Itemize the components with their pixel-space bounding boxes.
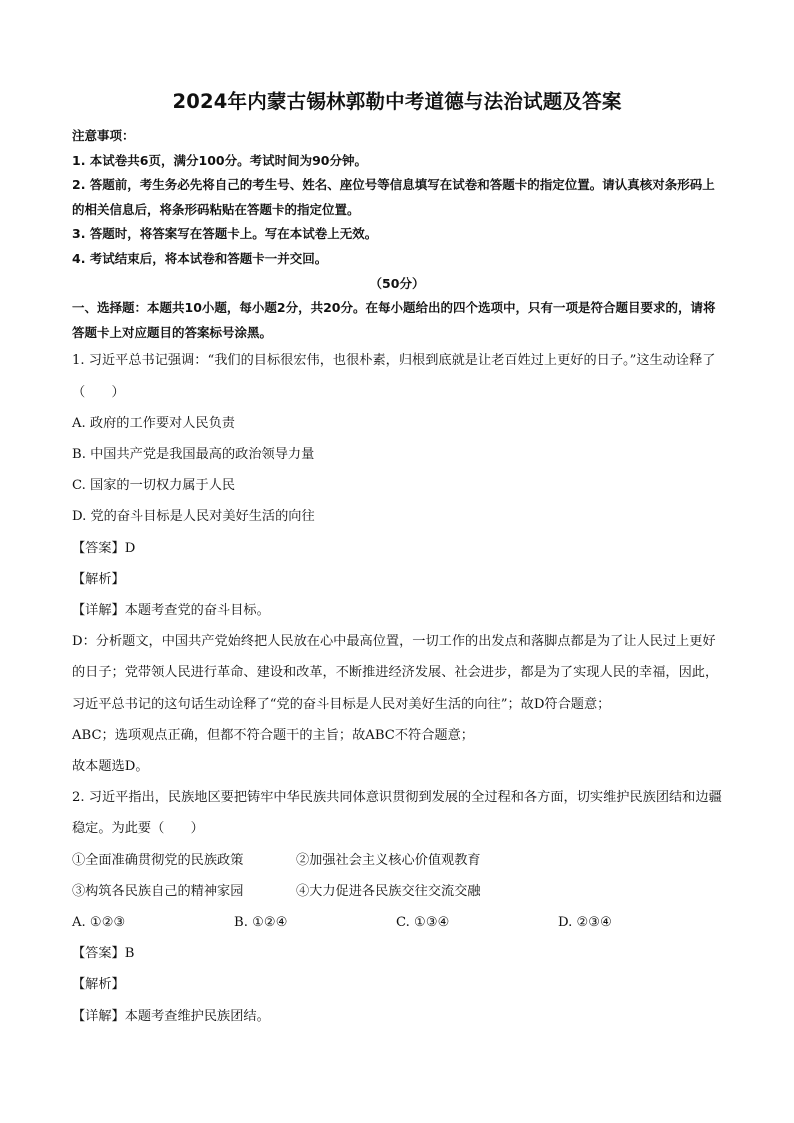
answer-line: 【答案】B	[72, 946, 135, 962]
question-stem: 1. 习近平总书记强调：“我们的目标很宏伟，也很朴素，归根到底就是让老百姓过上更好的日子。”这生动诠释了（ ）	[72, 353, 716, 400]
choice-a: A. ①②③	[72, 915, 126, 930]
choice-list	[72, 907, 722, 938]
exam-page	[72, 88, 722, 1032]
choice-d: D. ②③④	[558, 915, 612, 930]
notice-heading: 注意事项：	[72, 128, 135, 143]
choice-b: B. ①②④	[234, 915, 288, 930]
explanation-text: D：分析题文，中国共产党始终把人民放在心中最高位置，一切工作的出发点和落脚点都是为了让人民过上更好的日子；党带领人民进行革命、建设和改革，不断推进经济发展、社会进步，都是为了实现人民的幸福，因此，习近平总书记的这句话生动诠释了“党的奋斗目标是人民对美好生活的向往”；故D符合题意；	[72, 634, 719, 712]
explanation-text-2: ABC；选项观点正确，但都不符合题干的主旨；故ABC不符合题意；	[72, 727, 474, 743]
statement-list	[72, 845, 722, 907]
notice-block	[72, 124, 722, 272]
statement-2: ②加强社会主义核心价值观教育	[296, 852, 481, 868]
question-stem: 2. 习近平指出，民族地区要把铸牢中华民族共同体意识贯彻到发展的全过程和各方面，切实维护民族团结和边疆稳定。为此要（ ）	[72, 790, 722, 837]
score-line: （50分）	[369, 275, 425, 291]
notice-item: 3. 答题时，将答案写在答题卡上。写在本试卷上无效。	[72, 226, 378, 242]
detail-line: 【详解】本题考查党的奋斗目标。	[72, 602, 270, 618]
answer-line: 【答案】D	[72, 540, 136, 556]
choice-c: C. ①③④	[396, 915, 450, 930]
notice-item: 1. 本试卷共6页，满分100分。考试时间为90分钟。	[72, 152, 367, 168]
analysis-heading: 【解析】	[72, 977, 125, 993]
statement-1: ①全面准确贯彻党的民族政策	[72, 852, 244, 868]
conclusion-line: 故本题选D。	[72, 758, 149, 774]
page-title: 2024年内蒙古锡林郭勒中考道德与法治试题及答案	[172, 90, 622, 113]
question-2	[72, 782, 722, 1032]
statement-3: ③构筑各民族自己的精神家园	[72, 883, 244, 899]
question-1	[72, 345, 722, 782]
option-d: D. 党的奋斗目标是人民对美好生活的向往	[72, 509, 315, 525]
option-a: A. 政府的工作要对人民负责	[72, 415, 235, 431]
option-b: B. 中国共产党是我国最高的政治领导力量	[72, 446, 315, 462]
detail-line: 【详解】本题考查维护民族团结。	[72, 1008, 270, 1024]
statement-4: ④大力促进各民族交往交流交融	[296, 883, 481, 899]
section-heading: 一、选择题：本题共10小题，每小题2分，共20分。在每小题给出的四个选项中，只有一项是符合题目要求的，请将答题卡上对应题目的答案标号涂黑。	[72, 300, 716, 340]
analysis-heading: 【解析】	[72, 571, 125, 587]
notice-item: 2. 答题前，考生务必先将自己的考生号、姓名、座位号等信息填写在试卷和答题卡的指定位置。请认真核对条形码上的相关信息后，将条形码粘贴在答题卡的指定位置。	[72, 177, 715, 217]
notice-item: 4. 考试结束后，将本试卷和答题卡一并交回。	[72, 250, 328, 266]
option-c: C. 国家的一切权力属于人民	[72, 478, 236, 494]
